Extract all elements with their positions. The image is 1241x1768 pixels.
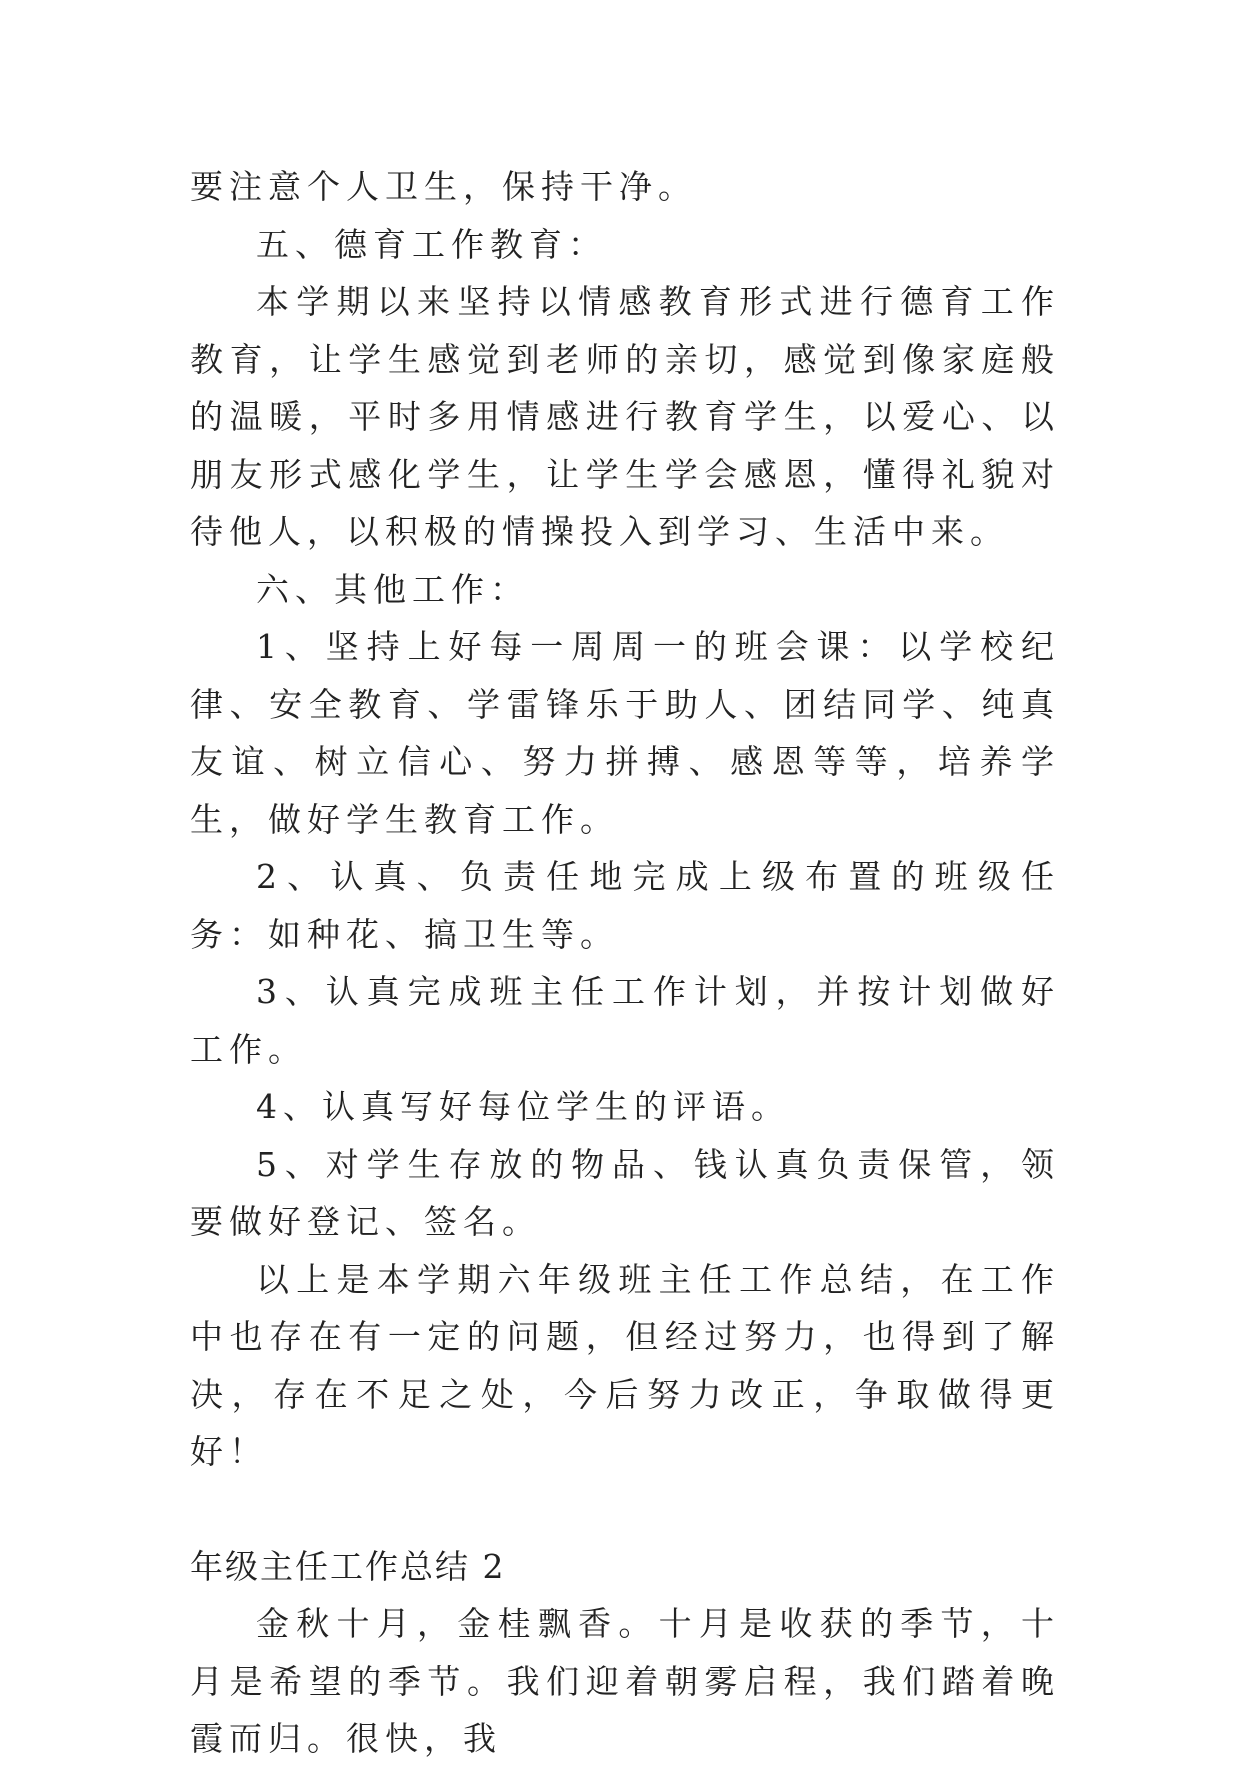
- heading-other-work: 六、其他工作：: [256, 569, 529, 609]
- document-body: [190, 158, 1060, 1768]
- section-title: 年级主任工作总结 2: [190, 1546, 506, 1586]
- list-item-2: 2、认真、负责任地完成上级布置的班级任务：如种花、搞卫生等。: [190, 857, 1060, 954]
- list-item-5: 5、对学生存放的物品、钱认真负责保管，领要做好登记、签名。: [190, 1144, 1060, 1241]
- paragraph-hygiene-continuation: 要注意个人卫生，保持干净。: [190, 167, 697, 206]
- list-item-1: 1、坚持上好每一周周一的班会课：以学校纪律、安全教育、学雷锋乐于助人、团结同学、纯真友谊、树立信心、努力拼搏、感恩等等，培养学生，做好学生教育工作。: [190, 627, 1060, 839]
- heading-moral-education: 五、德育工作教育：: [256, 224, 607, 264]
- paragraph-moral-education: 本学期以来坚持以情感教育形式进行德育工作教育，让学生感觉到老师的亲切，感觉到像家庭般的温暖，平时多用情感进行教育学生，以爱心、以朋友形式感化学生，让学生学会感恩，懂得礼貌对待他人，以积极的情操投入到学习、生活中来。: [190, 282, 1060, 551]
- paragraph-section-intro: 金秋十月，金桂飘香。十月是收获的季节，十月是希望的季节。我们迎着朝雾启程，我们踏着晚霞而归。很快，我: [190, 1604, 1060, 1758]
- list-item-3: 3、认真完成班主任工作计划，并按计划做好工作。: [190, 972, 1060, 1069]
- paragraph-conclusion: 以上是本学期六年级班主任工作总结，在工作中也存在有一定的问题，但经过努力，也得到了解决，存在不足之处，今后努力改正，争取做得更好！: [190, 1259, 1060, 1471]
- list-item-4: 4、认真写好每位学生的评语。: [256, 1087, 790, 1126]
